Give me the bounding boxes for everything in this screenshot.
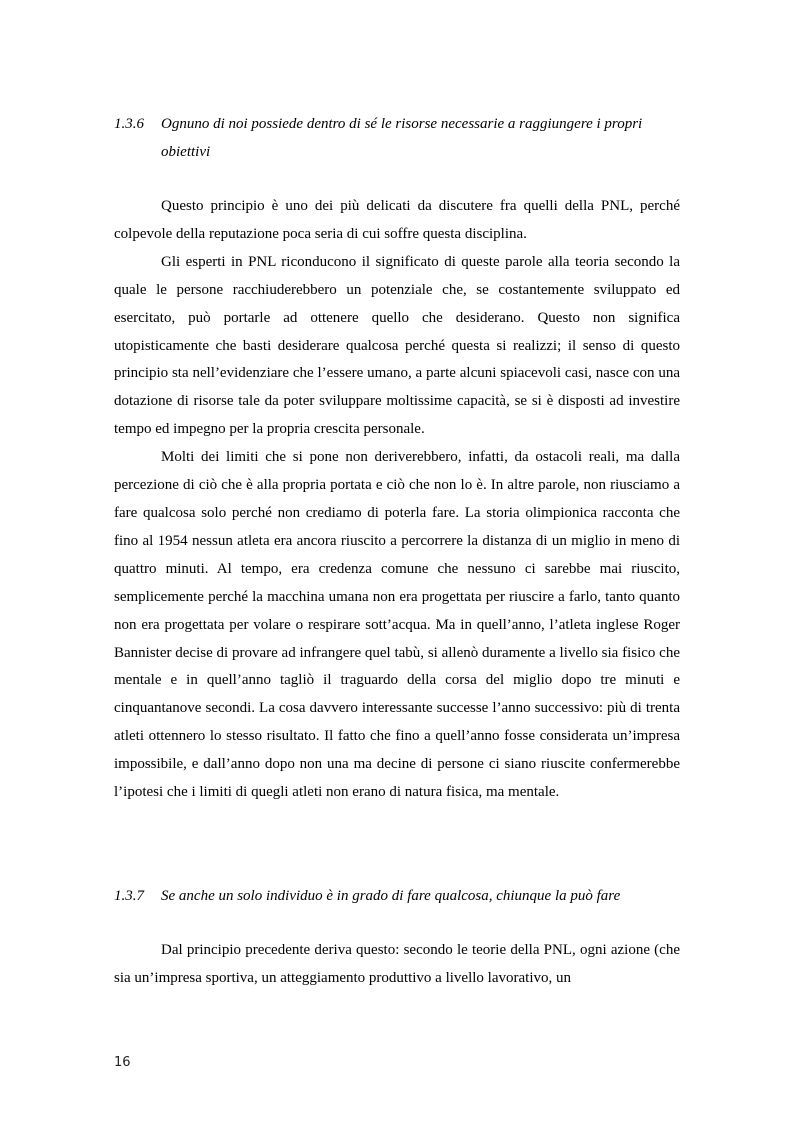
section-body-1-3-6 bbox=[114, 193, 680, 807]
section-title: Ognuno di noi possiede dentro di sé le risorse necessarie a raggiungere i propri obiettivi bbox=[161, 116, 643, 160]
section-body-1-3-7 bbox=[114, 937, 680, 993]
paragraph: Questo principio è uno dei più delicati da discutere fra quelli della PNL, perché colpevole della reputazione poca seria di cui soffre questa disciplina. bbox=[114, 198, 680, 242]
section-number: 1.3.7 bbox=[114, 888, 144, 904]
section-heading-1-3-7 bbox=[114, 882, 680, 910]
section-title: Se anche un solo individuo è in grado di fare qualcosa, chiunque la può fare bbox=[161, 888, 621, 904]
section-number: 1.3.6 bbox=[114, 116, 144, 132]
paragraph: Gli esperti in PNL riconducono il significato di queste parole alla teoria secondo la quale le persone racchiuderebbero un potenziale che, se costantemente sviluppato ed esercitato, può portarle ad ottenere quello che desiderano. Questo non significa utopisticamente che basti desiderare qualcosa perché questa si realizzi; il senso di questo principio sta nell’evidenziare che l’essere umano, a parte alcuni spiacevoli casi, nasce con una dotazione di risorse tale da poter sviluppare moltissime capacità, se si è disposti ad investire tempo ed impegno per la propria crescita personale. bbox=[114, 253, 680, 438]
paragraph: Dal principio precedente deriva questo: secondo le teorie della PNL, ogni azione (che sia un’impresa sportiva, un atteggiamento produttivo a livello lavorativo, un bbox=[114, 942, 680, 986]
section-heading-1-3-6 bbox=[114, 110, 680, 166]
page-number: 16 bbox=[114, 1055, 131, 1070]
paragraph: Molti dei limiti che si pone non deriverebbero, infatti, da ostacoli reali, ma dalla percezione di ciò che è alla propria portata e ciò che non lo è. In altre parole, non riusciamo a fare qualcosa solo perché non crediamo di poterla fare. La storia olimpionica racconta che fino al 1954 nessun atleta era ancora riuscito a percorrere la distanza di un miglio in meno di quattro minuti. Al tempo, era credenza comune che nessuno ci sarebbe mai riuscito, semplicemente perché la macchina umana non era progettata per riuscire a farlo, tanto quanto non era progettata per volare o respirare sott’acqua. Ma in quell’anno, l’atleta inglese Roger Bannister decise di provare ad infrangere quel tabù, si allenò duramente a livello sia fisico che mentale e in quell’anno tagliò il traguardo della corsa del miglio dopo tre minuti e cinquantanove secondi. La cosa davvero interessante successe l’anno successivo: più di trenta atleti ottennero lo stesso risultato. Il fatto che fino a quell’anno fosse considerata un’impresa impossibile, e dall’anno dopo non una ma decine di persone ci siano riuscite confermerebbe l’ipotesi che i limiti di quegli atleti non erano di natura fisica, ma mentale. bbox=[114, 449, 680, 801]
